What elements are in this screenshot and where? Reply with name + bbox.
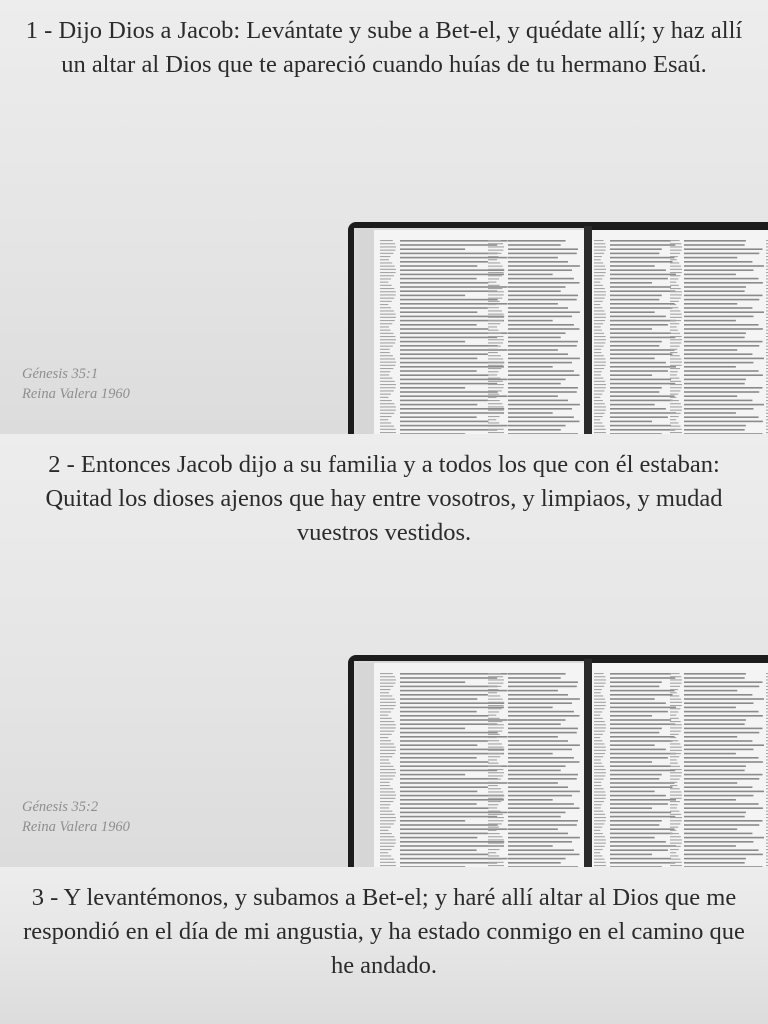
verse-text <box>20 14 748 82</box>
verse-body: Dijo Dios a Jacob: Levántate y sube a Bet-el, y quédate allí; y haz allí un altar al Dios que te apareció cuando huías de tu hermano Esaú. <box>58 17 743 78</box>
verse-reference <box>22 364 130 404</box>
verse-card-1[interactable] <box>0 0 768 434</box>
verse-card-2[interactable] <box>0 434 768 867</box>
reference-citation: Génesis 35:2 <box>22 799 99 815</box>
verse-number: 1 - <box>25 17 59 44</box>
verse-number: 2 - <box>48 451 81 478</box>
open-bible-icon <box>348 218 768 434</box>
verse-body: Y levantémonos, y subamos a Bet-el; y haré allí altar al Dios que me respondió en el día de mi angustia, y ha estado conmigo en el camino que he andado. <box>23 884 745 979</box>
reference-version: Reina Valera 1960 <box>22 386 130 402</box>
reference-version: Reina Valera 1960 <box>22 819 130 835</box>
reference-citation: Génesis 35:1 <box>22 366 99 382</box>
verse-body: Entonces Jacob dijo a su familia y a todos los que con él estaban: Quitad los dioses ajenos que hay entre vosotros, y limpiaos, y mudad vuestros vestidos. <box>45 451 723 546</box>
verse-text <box>20 881 748 983</box>
verse-reference <box>22 797 130 837</box>
verse-number: 3 - <box>31 884 64 911</box>
verse-card-3[interactable] <box>0 867 768 1024</box>
verse-text <box>20 448 748 550</box>
open-bible-icon <box>348 651 768 867</box>
